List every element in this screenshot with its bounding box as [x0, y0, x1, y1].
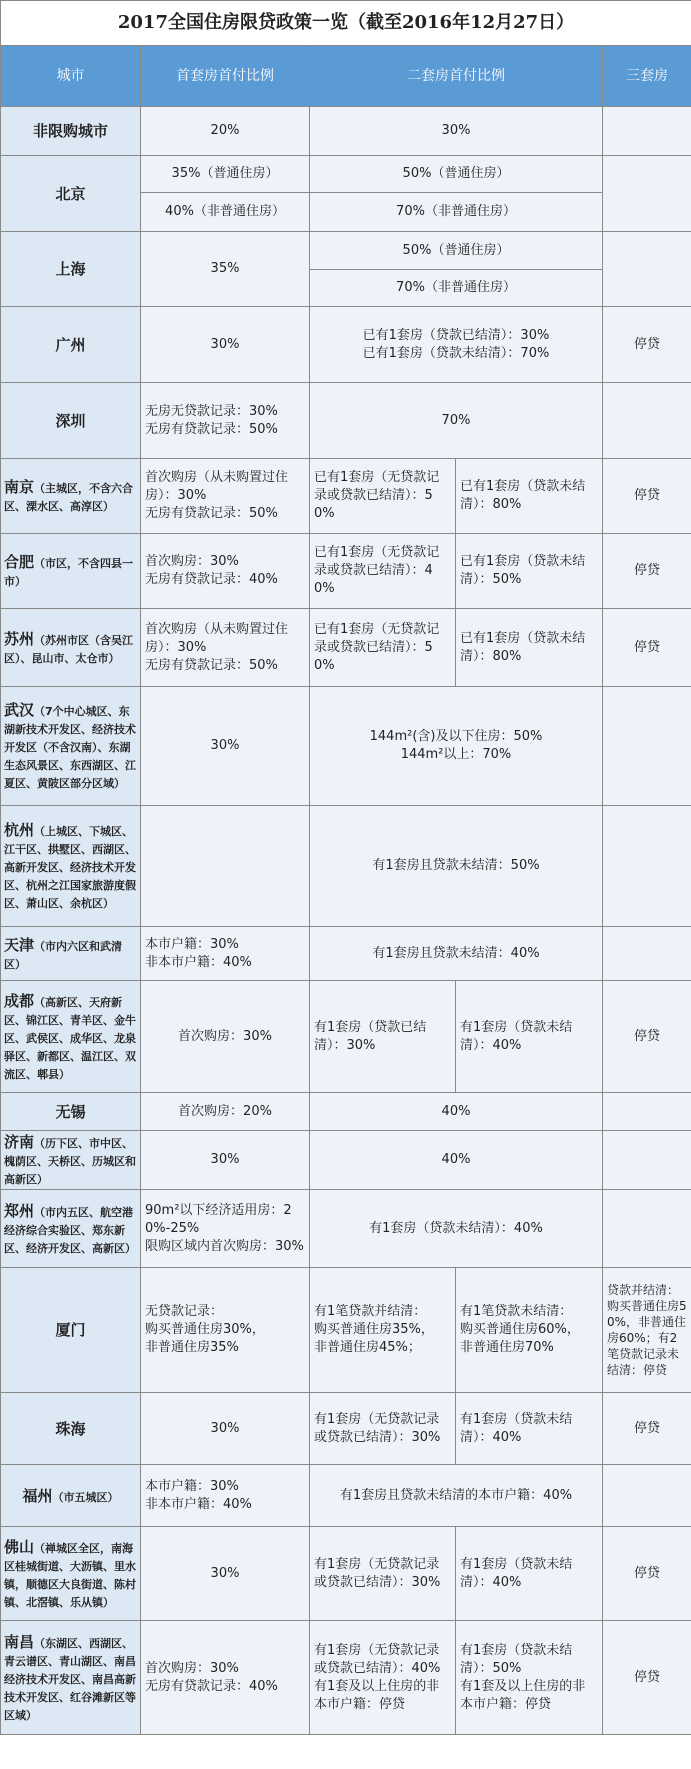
- second-home-ratio: 40%: [310, 1131, 603, 1190]
- city-cell: [1, 981, 141, 1093]
- third-home-cell: [603, 1131, 691, 1190]
- first-home-ratio: 90m²以下经济适用房：20%-25% 限购区域内首次购房：30%: [141, 1190, 310, 1268]
- second-home-ratio: 有1套房且贷款未结清的本市户籍：40%: [310, 1465, 603, 1527]
- second-home-ratio: 有1套房且贷款未结清：50%: [310, 806, 603, 927]
- second-home-ratio: 40%: [310, 1093, 603, 1131]
- first-home-ratio: 无房无贷款记录：30% 无房有贷款记录：50%: [141, 383, 310, 459]
- third-home-ratio: 停贷: [603, 1621, 691, 1735]
- city-district-note: （7个中心城区、东湖新技术开发区、经济技术开发区（不含汉南）、东湖生态风景区、东西湖区、江夏区、黄陂区部分区域）: [4, 705, 136, 790]
- first-home-ratio: 首次购房：30% 无房有贷款记录：40%: [141, 1621, 310, 1735]
- first-home-ratio: 20%: [141, 107, 310, 156]
- city-cell: [1, 687, 141, 806]
- second-home-ratio-b: 有1套房（贷款未结清）：50% 有1套及以上住房的非本市户籍：停贷: [456, 1621, 603, 1735]
- second-home-ratio: 有1套房（贷款未结清）：40%: [310, 1190, 603, 1268]
- city-name: 南昌: [4, 1632, 35, 1651]
- first-home-ratio: 30%: [141, 1131, 310, 1190]
- city-name: 苏州: [4, 629, 35, 648]
- second-home-ratio-a: 有1笔贷款并结清： 购买普通住房35%， 非普通住房45%；: [310, 1268, 456, 1393]
- third-home-cell: [603, 383, 691, 459]
- table-row: [1, 806, 691, 927]
- first-home-ratio: 40%（非普通住房）: [141, 193, 310, 232]
- table-row: [1, 609, 691, 687]
- city-district-note: （东湖区、西湖区、青云谱区、青山湖区、南昌经济技术开发区、南昌高新技术开发区、红谷滩新区等区域）: [4, 1636, 136, 1722]
- city-name: 杭州: [4, 821, 35, 839]
- second-home-ratio-b: 已有1套房（贷款未结清）：50%: [456, 534, 603, 609]
- third-home-cell: [603, 107, 691, 156]
- city-district-note: （市区，不含四县一市）: [4, 557, 134, 588]
- city-name: 武汉: [4, 701, 35, 719]
- first-home-cell: [141, 806, 310, 927]
- third-home-ratio: 停贷: [603, 1527, 691, 1621]
- third-home-cell: [603, 232, 691, 307]
- second-home-ratio-a: 已有1套房（无贷款记录或贷款已结清）：50%: [310, 459, 456, 534]
- table-row: [1, 1093, 691, 1131]
- third-home-cell: [603, 1190, 691, 1268]
- first-home-ratio: 无贷款记录： 购买普通住房30%， 非普通住房35%: [141, 1268, 310, 1393]
- city-district-note: （上城区、下城区、江干区、拱墅区、西湖区、高新开发区、经济技术开发区、杭州之江国家旅游度假区、萧山区、余杭区）: [4, 825, 136, 910]
- city-name: 天津: [4, 935, 35, 954]
- table-title: 2017全国住房限贷政策一览（截至2016年12月27日）: [1, 1, 691, 46]
- table-row: [1, 307, 691, 383]
- table-row: [1, 1527, 691, 1621]
- table-row: [1, 1465, 691, 1527]
- third-home-ratio: 停贷: [603, 1393, 691, 1465]
- city-name: 南京: [4, 478, 35, 496]
- table-row: [1, 383, 691, 459]
- city-name: 广州: [1, 307, 141, 383]
- third-home-ratio: 停贷: [603, 981, 691, 1093]
- second-home-ratio: 50%（普通住房）: [310, 232, 603, 270]
- city-name: 无锡: [1, 1093, 141, 1131]
- third-home-ratio: 停贷: [603, 534, 691, 609]
- second-home-ratio-a: 已有1套房（无贷款记录或贷款已结清）：40%: [310, 534, 456, 609]
- table-row: [1, 1268, 691, 1393]
- table-row: [1, 232, 691, 270]
- city-cell: [1, 1131, 141, 1190]
- first-home-ratio: 30%: [141, 1527, 310, 1621]
- second-home-ratio-b: 已有1套房（贷款未结清）：80%: [456, 459, 603, 534]
- table-row: [1, 687, 691, 806]
- city-district-note: （苏州市区（含吴江区）、昆山市、太仓市）: [4, 633, 134, 665]
- first-home-ratio: 35%（普通住房）: [141, 156, 310, 193]
- third-home-cell: [603, 806, 691, 927]
- city-cell: [1, 1190, 141, 1268]
- second-home-ratio-a: 已有1套房（无贷款记录或贷款已结清）：50%: [310, 609, 456, 687]
- second-home-ratio-b: 已有1套房（贷款未结清）：80%: [456, 609, 603, 687]
- first-home-ratio: 首次购房：30%: [141, 981, 310, 1093]
- table-row: [1, 534, 691, 609]
- second-home-ratio-a: 有1套房（无贷款记录或贷款已结清）：30%: [310, 1527, 456, 1621]
- first-home-ratio: 30%: [141, 687, 310, 806]
- table-row: [1, 107, 691, 156]
- third-home-ratio: 停贷: [603, 609, 691, 687]
- city-name: 上海: [1, 232, 141, 307]
- second-home-ratio: 50%（普通住房）: [310, 156, 603, 193]
- city-cell: [1, 459, 141, 534]
- first-home-ratio: 30%: [141, 307, 310, 383]
- second-home-ratio-b: 有1笔贷款未结清： 购买普通住房60%， 非普通住房70%: [456, 1268, 603, 1393]
- table-row: [1, 1190, 691, 1268]
- second-home-ratio: 70%: [310, 383, 603, 459]
- second-home-ratio: 已有1套房（贷款已结清）：30% 已有1套房（贷款未结清）：70%: [310, 307, 603, 383]
- city-name: 非限购城市: [1, 107, 141, 156]
- second-home-ratio-b: 有1套房（贷款未结清）：40%: [456, 1393, 603, 1465]
- first-home-ratio: 35%: [141, 232, 310, 307]
- city-name: 厦门: [1, 1268, 141, 1393]
- third-home-cell: [603, 1465, 691, 1527]
- second-home-ratio-a: 有1套房（无贷款记录或贷款已结清）：30%: [310, 1393, 456, 1465]
- city-name: 郑州: [4, 1201, 35, 1220]
- second-home-ratio-b: 有1套房（贷款未结清）：40%: [456, 981, 603, 1093]
- city-cell: [1, 534, 141, 609]
- city-district-note: （主城区，不含六合区、溧水区、高淳区）: [4, 482, 134, 513]
- table-row: [1, 1393, 691, 1465]
- first-home-ratio: 首次购房：20%: [141, 1093, 310, 1131]
- table-row: [1, 927, 691, 981]
- city-name: 佛山: [4, 1537, 35, 1556]
- city-name: 北京: [1, 156, 141, 232]
- first-home-ratio: 首次购房：30% 无房有贷款记录：40%: [141, 534, 310, 609]
- table-row: [1, 981, 691, 1093]
- third-home-ratio: 停贷: [603, 307, 691, 383]
- second-home-ratio-a: 有1套房（无贷款记录或贷款已结清）：40% 有1套及以上住房的非本市户籍：停贷: [310, 1621, 456, 1735]
- city-district-note: （禅城区全区，南海区桂城街道、大沥镇、里水镇，顺德区大良街道、陈村镇、北滘镇、乐从镇）: [4, 1541, 136, 1609]
- city-cell: [1, 1621, 141, 1735]
- city-cell: [1, 806, 141, 927]
- city-cell: [1, 609, 141, 687]
- city-cell: [1, 927, 141, 981]
- second-home-ratio: 144m²(含)及以下住房：50% 144m²以上：70%: [310, 687, 603, 806]
- city-name: 深圳: [1, 383, 141, 459]
- first-home-ratio: 首次购房（从未购置过住房）：30% 无房有贷款记录：50%: [141, 609, 310, 687]
- city-district-note: （高新区、天府新区、锦江区、青羊区、金牛区、武侯区、成华区、龙泉驿区、新都区、温江区、双流区、郫县）: [4, 995, 136, 1081]
- city-district-note: （市五城区）: [52, 1490, 119, 1504]
- table-row: [1, 459, 691, 534]
- first-home-ratio: 本市户籍：30% 非本市户籍：40%: [141, 1465, 310, 1527]
- header-second-home: 二套房首付比例: [310, 46, 603, 107]
- third-home-cell: [603, 927, 691, 981]
- third-home-cell: [603, 687, 691, 806]
- third-home-cell: [603, 1093, 691, 1131]
- second-home-ratio: 70%（非普通住房）: [310, 270, 603, 307]
- city-name: 济南: [4, 1133, 35, 1151]
- city-name: 福州: [22, 1486, 53, 1505]
- second-home-ratio-a: 有1套房（贷款已结清）：30%: [310, 981, 456, 1093]
- table-row: [1, 1621, 691, 1735]
- city-name: 合肥: [4, 553, 35, 571]
- city-name: 珠海: [1, 1393, 141, 1465]
- header-third-home: 三套房: [603, 46, 691, 107]
- city-cell: [1, 1527, 141, 1621]
- city-district-note: （历下区、市中区、槐荫区、天桥区、历城区和高新区）: [4, 1137, 136, 1186]
- first-home-ratio: 本市户籍：30% 非本市户籍：40%: [141, 927, 310, 981]
- city-cell: [1, 1465, 141, 1527]
- second-home-ratio-b: 有1套房（贷款未结清）：40%: [456, 1527, 603, 1621]
- third-home-cell: [603, 156, 691, 232]
- first-home-ratio: 30%: [141, 1393, 310, 1465]
- city-name: 成都: [4, 991, 35, 1010]
- table-row: [1, 156, 691, 193]
- third-home-ratio: 停贷: [603, 459, 691, 534]
- city-district-note: （市内五区、航空港经济综合实验区、郑东新区、经济开发区、高新区）: [4, 1205, 136, 1255]
- third-home-ratio: 贷款并结清：购买普通住房50%，非普通住房60%；有2笔贷款记录未结清：停贷: [603, 1268, 691, 1393]
- second-home-ratio: 30%: [310, 107, 603, 156]
- second-home-ratio: 有1套房且贷款未结清：40%: [310, 927, 603, 981]
- city-district-note: （市内六区和武清区）: [4, 939, 123, 971]
- first-home-ratio: 首次购房（从未购置过住房）：30% 无房有贷款记录：50%: [141, 459, 310, 534]
- table-row: [1, 1131, 691, 1190]
- second-home-ratio: 70%（非普通住房）: [310, 193, 603, 232]
- header-city: 城市: [1, 46, 141, 107]
- header-first-home: 首套房首付比例: [141, 46, 310, 107]
